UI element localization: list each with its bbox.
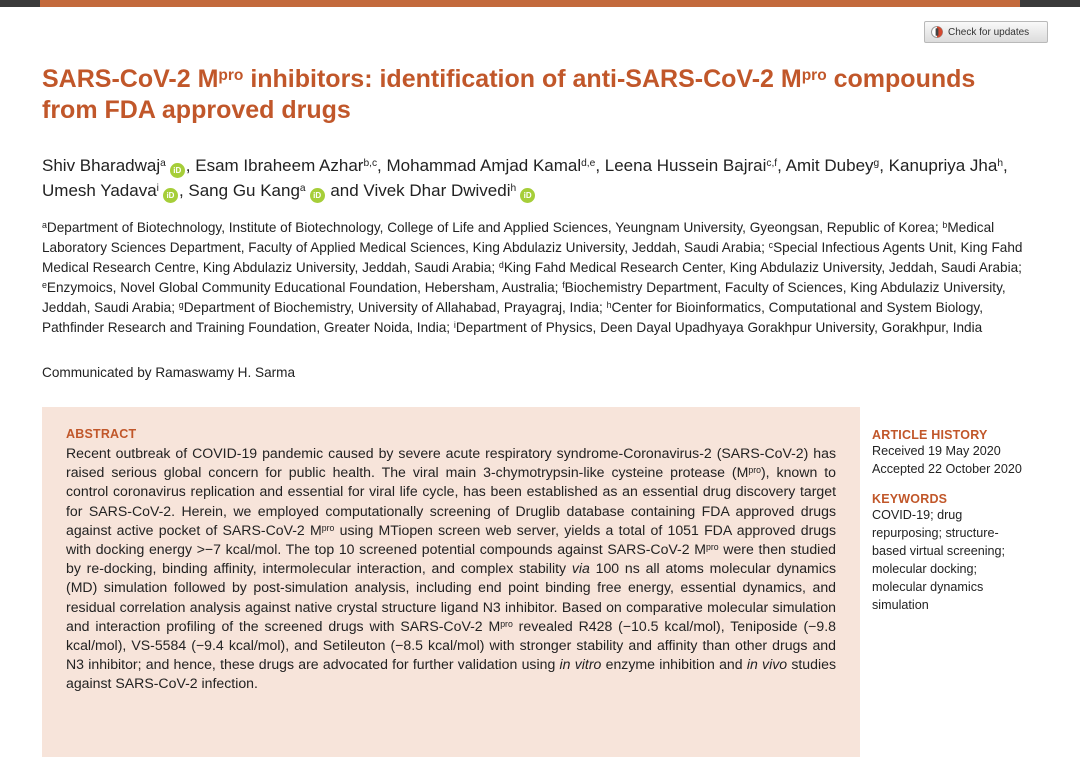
check-for-updates-button[interactable] — [924, 21, 1048, 43]
abstract-text-segment: using MTiopen screen web server, yields a total of 1051 FDA approved drugs with docking energy >−7 kcal/mol. The top 10 screened potential compounds against SARS-CoV-2 M — [66, 521, 836, 558]
author-name: Vivek Dhar Dwivedi — [363, 181, 511, 200]
author-affiliation-mark: i — [156, 182, 159, 194]
author-affiliation-mark: h — [997, 157, 1004, 169]
author — [387, 156, 605, 175]
author-name: Umesh Yadava — [42, 181, 157, 200]
author-separator: , — [879, 156, 889, 175]
affiliation-mark: d — [498, 260, 504, 271]
affiliation-text: Center for Bioinformatics, Computational and System Biology, Pathfinder Research and Training Foundation, Greater Noida, India; — [42, 300, 983, 335]
author-affiliation-mark: c,f — [766, 157, 778, 169]
abstract-superscript: pro — [748, 465, 761, 476]
affiliations — [42, 218, 1042, 338]
communicated-by: Communicated by Ramaswamy H. Sarma — [42, 365, 296, 380]
author-affiliation-mark: a — [160, 157, 166, 169]
keywords-heading: KEYWORDS — [872, 492, 948, 506]
affiliation-mark: e — [42, 280, 47, 291]
abstract-superscript: pro — [321, 522, 335, 533]
abstract-text-segment: ), known to control coronavirus replication and essential for viral life cycle, has been established as an essential drug discovery target for SARS-CoV-2. Herein, we employed computationally screening of Druglib database containing FDA approved drugs against active pocket of SARS-CoV-2 M — [66, 464, 836, 538]
affiliation-text: Department of Physics, Deen Dayal Upadhyaya Gorakhpur University, Gorakhpur, India — [455, 320, 983, 335]
author-name: Amit Dubey — [785, 156, 874, 175]
author-name: Sang Gu Kang — [188, 181, 300, 200]
abstract-superscript: pro — [705, 542, 719, 553]
article-history — [872, 428, 1062, 478]
orcid-icon[interactable]: iD — [163, 188, 178, 203]
affiliation-mark: c — [768, 240, 774, 251]
check-for-updates-label: Check for updates — [948, 26, 1030, 38]
article-history-heading: ARTICLE HISTORY — [872, 428, 988, 442]
abstract-italic-text: via — [571, 560, 590, 577]
keywords-list: COVID-19; drug repurposing; structure-based virtual screening; molecular docking; molecular dynamics simulation — [872, 508, 1006, 612]
affiliation-text: Biochemistry Department, Faculty of Sciences, King Abdulaziz University, Jeddah, Saudi Arabia; — [42, 280, 1006, 315]
abstract-text-segment: 100 ns all atoms molecular dynamics (MD) simulation followed by post-simulation analysis, including end point binding free energy, essential dynamics, and residual correlation analysis against native crystal structure ligand N3 inhibitor. Based on comparative molecular simulation and interaction profiling of the screened drugs with SARS-CoV-2 M — [66, 560, 837, 634]
top-rule-accent — [40, 0, 1020, 7]
abstract-heading: ABSTRACT — [66, 427, 137, 441]
author — [889, 156, 1008, 175]
article-sidebar — [872, 428, 1062, 628]
keywords-section — [872, 492, 1062, 614]
abstract-box — [42, 407, 860, 757]
abstract-text-segment: revealed R428 (−10.5 kcal/mol), Teniposide (−9.8 kcal/mol), VS-5584 (−9.4 kcal/mol), and Setileuton (−8.5 kcal/mol) with stronger stability and affinity than other drugs and N3 inhibitor; and hence, these drugs are advocated for further validation using — [66, 617, 836, 673]
author-affiliation-mark: g — [873, 157, 880, 169]
author-name: Leena Hussein Bajrai — [604, 156, 767, 175]
author-affiliation-mark: h — [510, 182, 517, 194]
abstract-text-segment: studies against SARS-CoV-2 infection. — [66, 656, 837, 692]
affiliation-text: Special Infectious Agents Unit, King Fahd Medical Research Centre, King Abdulaziz University, Jeddah, Saudi Arabia; — [42, 240, 1023, 275]
author-name: Esam Ibraheem Azhar — [195, 156, 364, 175]
abstract-italic-text: in vivo — [746, 656, 788, 673]
author-separator: and — [325, 181, 364, 200]
top-rule — [0, 0, 1080, 7]
abstract-text-segment: were then studied by re-docking, binding affinity, intermolecular interaction, and complex stability — [66, 541, 836, 577]
received-date: Received 19 May 2020 — [872, 444, 1001, 458]
affiliation-mark: i — [453, 320, 456, 331]
abstract-italic-text: in vitro — [559, 656, 602, 673]
author — [786, 156, 889, 175]
author-name: Shiv Bharadwaj — [42, 156, 161, 175]
author-name: Mohammad Amjad Kamal — [386, 156, 582, 175]
author-affiliation-mark: a — [299, 182, 306, 194]
author — [605, 156, 786, 175]
abstract-text — [66, 444, 836, 694]
author — [188, 181, 363, 200]
author-separator: , — [377, 156, 387, 175]
author-name: Kanupriya Jha — [888, 156, 998, 175]
affiliation-mark: g — [178, 300, 184, 311]
crossmark-icon — [931, 26, 943, 38]
affiliation-mark: a — [42, 220, 47, 231]
author-separator: , — [1003, 156, 1008, 175]
affiliation-mark: h — [606, 300, 612, 311]
accepted-date: Accepted 22 October 2020 — [872, 462, 1022, 476]
author-affiliation-mark: b,c — [363, 157, 378, 169]
author — [42, 181, 188, 200]
author — [363, 181, 536, 200]
abstract-text-segment: enzyme inhibition and — [601, 656, 747, 673]
author-separator: , — [185, 156, 196, 175]
affiliation-text: Department of Biochemistry, University of Allahabad, Prayagraj, India; — [183, 300, 607, 315]
article-title: SARS-CoV-2 $M^{pro}$ inhibitors: identification of anti-SARS-CoV-2 $M^{pro}$ compounds from FDA approved drugs — [42, 65, 976, 124]
orcid-icon[interactable]: iD — [520, 188, 535, 203]
affiliation-text: Medical Laboratory Sciences Department, Faculty of Applied Medical Sciences, King Abdulaziz University, Jeddah, Saudi Arabia; — [42, 220, 995, 255]
affiliation-mark: b — [942, 220, 948, 231]
abstract-text-segment: Recent outbreak of COVID-19 pandemic caused by severe acute respiratory syndrome-Coronavirus-2 (SARS-CoV-2) has raised serious global concern for public health. The viral main 3-chymotrypsin-like cysteine protease (M — [66, 445, 836, 481]
abstract-superscript: pro — [500, 618, 513, 629]
author-separator: , — [777, 156, 786, 175]
author-list — [42, 153, 1042, 203]
affiliation-mark: f — [562, 280, 565, 291]
author-affiliation-mark: d,e — [581, 157, 596, 169]
affiliation-text: Enzymoics, Novel Global Community Educational Foundation, Hebersham, Australia; — [46, 280, 563, 295]
affiliation-text: Department of Biotechnology, Institute of Biotechnology, College of Life and Applied Sciences, Yeungnam University, Gyeongsan, Republic of Korea; — [46, 220, 943, 235]
author — [195, 156, 386, 175]
author-separator: , — [595, 156, 605, 175]
orcid-icon[interactable]: iD — [170, 163, 185, 178]
author-separator: , — [178, 181, 189, 200]
orcid-icon[interactable]: iD — [310, 188, 325, 203]
affiliation-text: King Fahd Medical Research Center, King Abdulaziz University, Jeddah, Saudi Arabia; — [503, 260, 1022, 275]
author — [42, 156, 195, 175]
